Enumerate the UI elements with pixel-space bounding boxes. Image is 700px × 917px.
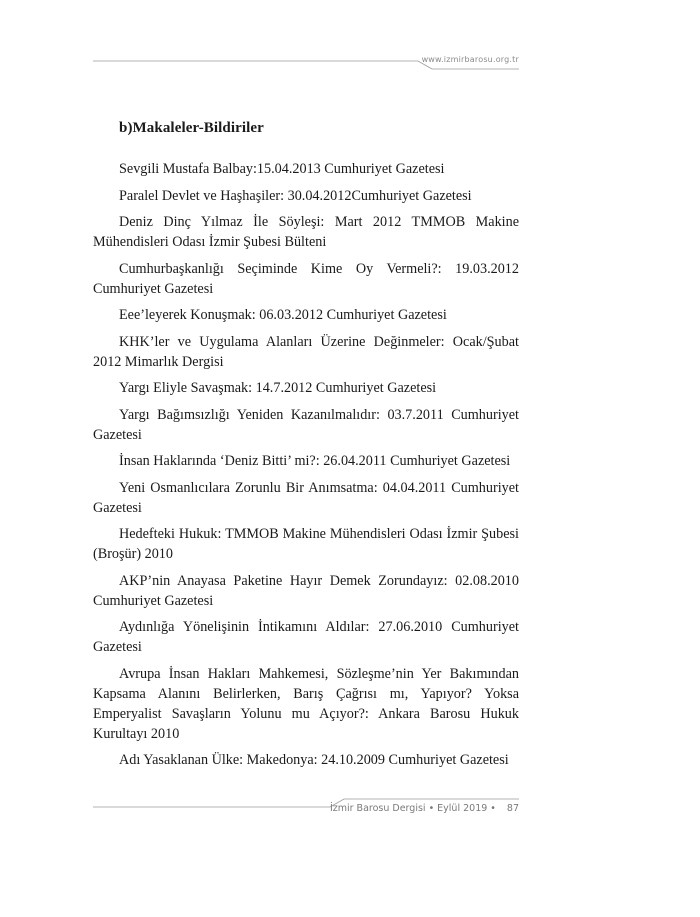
bibliography-entry: Yargı Eliyle Savaşmak: 14.7.2012 Cumhuriyet Gazetesi (119, 380, 437, 396)
bibliography-entry: Yargı Bağımsızlığı Yeniden Kazanılmalıdır: 03.7.2011 Cumhuriyet Gazetesi (93, 406, 519, 443)
bibliography-entry: Avrupa İnsan Hakları Mahkemesi, Sözleşme’nin Yer Bakımından Kapsama Alanını Belirlerken, Barış Çağrısı mı, Yapıyor? Yoksa Emperyalist Savaşların Yolunu mu Açıyor?: Ankara Barosu Hukuk Kurultayı 2010 (93, 665, 519, 742)
bibliography-entry: Cumhurbaşkanlığı Seçiminde Kime Oy Vermeli?: 19.03.2012 Cumhuriyet Gazetesi (93, 260, 519, 297)
page-body (93, 110, 519, 777)
bibliography-entry: KHK’ler ve Uygulama Alanları Üzerine Değinmeler: Ocak/Şubat 2012 Mimarlık Dergisi (93, 333, 519, 370)
footer-separator: • (428, 803, 435, 814)
header-rule (0, 0, 700, 120)
bibliography-entry: Adı Yasaklanan Ülke: Makedonya: 24.10.2009 Cumhuriyet Gazetesi (119, 752, 509, 768)
bibliography-entry: AKP’nin Anayasa Paketine Hayır Demek Zorundayız: 02.08.2010 Cumhuriyet Gazetesi (93, 572, 519, 609)
bibliography-entry: Sevgili Mustafa Balbay:15.04.2013 Cumhuriyet Gazetesi (119, 161, 445, 177)
footer-separator: • (490, 803, 496, 814)
bibliography-entry: Eee’leyerek Konuşmak: 06.03.2012 Cumhuriyet Gazetesi (119, 307, 447, 323)
page-number: 87 (506, 803, 519, 814)
footer-journal-name: İzmir Barosu Dergisi (329, 803, 426, 814)
section-heading: b)Makaleler-Bildiriler (119, 120, 264, 136)
footer-issue-date: Eylül 2019 (437, 803, 488, 814)
bibliography-entry: Deniz Dinç Yılmaz İle Söyleşi: Mart 2012 TMMOB Makine Mühendisleri Odası İzmir Şubesi Bülteni (93, 214, 519, 250)
bibliography-list (93, 159, 519, 770)
bibliography-entry: Paralel Devlet ve Haşhaşiler: 30.04.2012Cumhuriyet Gazetesi (119, 187, 472, 204)
bibliography-entry: İnsan Haklarında ‘Deniz Bitti’ mi?: 26.04.2011 Cumhuriyet Gazetesi (119, 453, 511, 469)
bibliography-entry: Hedefteki Hukuk: TMMOB Makine Mühendisleri Odası İzmir Şubesi (Broşür) 2010 (93, 526, 519, 562)
bibliography-entry: Yeni Osmanlıcılara Zorunlu Bir Anımsatma: 04.04.2011 Cumhuriyet Gazetesi (93, 479, 519, 516)
footer (330, 803, 519, 814)
bibliography-entry: Aydınlığa Yönelişinin İntikamını Aldılar: 27.06.2010 Cumhuriyet Gazetesi (93, 619, 519, 655)
header-website-url: www.izmirbarosu.org.tr (421, 55, 519, 64)
